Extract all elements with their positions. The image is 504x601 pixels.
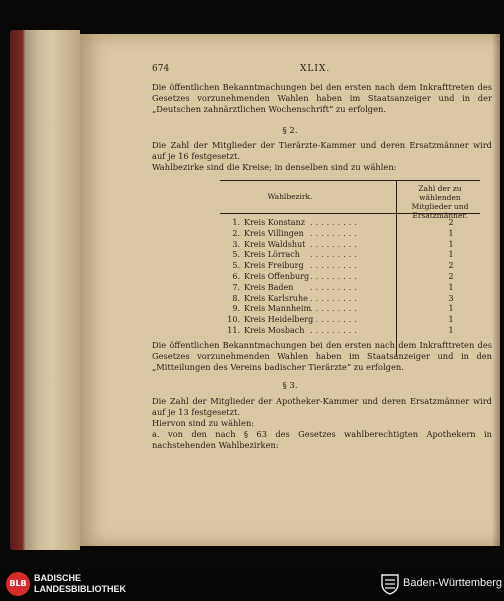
row-count: 2 [448, 261, 454, 271]
table-row [220, 218, 480, 229]
row-number: 9. [232, 304, 240, 314]
row-leader-dots: ......... [310, 304, 360, 314]
col-header-anzahl: Zahl der zu wählenden Mitglieder und Ersatzmänner. [411, 184, 469, 220]
row-count: 1 [448, 228, 454, 238]
blb-name [34, 573, 126, 595]
row-district-name: Kreis Baden [244, 282, 294, 292]
row-district-name: Kreis Karlsruhe [244, 293, 308, 303]
table-row [220, 261, 480, 272]
row-count: 1 [448, 304, 454, 314]
row-district-name: Kreis Lörrach [244, 250, 300, 260]
row-number: 5. [232, 261, 240, 271]
row-count: 2 [448, 272, 454, 281]
table-row [220, 250, 480, 261]
paragraph-5: Die Zahl der Mitglieder der Apotheker-Kammer und deren Ersatzmänner wird auf je 13 festgesetzt. [152, 396, 492, 417]
library-footer [0, 566, 504, 601]
paragraph-3: Wahlbezirke sind die Kreise; in denselben sind zu wählen: [152, 162, 397, 172]
book-page-edges [10, 30, 80, 550]
blb-logo: BLB [6, 572, 30, 596]
table-top-rule [220, 180, 480, 181]
table-header-rule [220, 213, 480, 214]
row-leader-dots: ......... [310, 228, 360, 238]
row-number: 7. [232, 282, 240, 292]
table-row [220, 272, 480, 283]
row-count: 2 [448, 218, 454, 227]
row-count: 1 [448, 326, 454, 335]
row-district-name: Kreis Offenburg [244, 272, 310, 281]
row-count: 1 [448, 282, 454, 292]
paragraph-6: Hiervon sind zu wählen: [152, 418, 255, 428]
paragraph-1: Die öffentlichen Bekanntmachungen bei den ersten nach dem Inkrafttreten des Gesetzes vorzunehmenden Wahlen haben im Staatsanzeiger und in der „Deutschen zahnärztlichen Wochenschrift“ zu erfolgen. [152, 82, 492, 114]
page-number: 674 [152, 64, 170, 74]
row-number: 10. [227, 315, 240, 325]
row-count: 3 [448, 293, 454, 303]
row-leader-dots: ......... [310, 218, 360, 227]
row-number: 6. [232, 272, 240, 281]
row-leader-dots: ......... [310, 315, 360, 325]
row-leader-dots: ......... [310, 261, 360, 271]
table-row [220, 315, 480, 326]
row-leader-dots: ......... [310, 272, 360, 281]
row-leader-dots: ......... [310, 282, 360, 292]
section-3-heading: § 3. [282, 381, 298, 391]
paragraph-2: Die Zahl der Mitglieder der Tierärzte-Kammer und deren Ersatzmänner wird auf je 16 festgesetzt. [152, 140, 492, 161]
book-page [80, 34, 500, 546]
row-district-name: Kreis Villingen [244, 228, 304, 238]
baden-wuerttemberg-emblem-icon [380, 573, 400, 595]
row-number: 1. [232, 218, 240, 227]
row-leader-dots: ......... [310, 250, 360, 260]
baden-wuerttemberg-label: Baden-Württemberg [403, 577, 503, 589]
row-district-name: Kreis Waldshut [244, 239, 306, 249]
blb-name-line2: LANDESBIBLIOTHEK [34, 584, 126, 594]
row-leader-dots: ......... [310, 293, 360, 303]
row-district-name: Kreis Mosbach [244, 326, 305, 335]
row-number: 2. [232, 228, 240, 238]
row-district-name: Kreis Konstanz [244, 218, 305, 227]
col-header-wahlbezirk: Wahlbezirk. [267, 192, 313, 201]
running-head: XLIX. [300, 64, 331, 74]
row-number: 3. [232, 239, 240, 249]
row-number: 8. [232, 293, 240, 303]
row-district-name: Kreis Mannheim [244, 304, 312, 314]
table-row [220, 304, 480, 315]
paragraph-7: a. von den nach § 63 des Gesetzes wahlberechtigten Apothekern in nachstehenden Wahlbezirken: [152, 429, 492, 450]
row-leader-dots: ......... [310, 239, 360, 249]
section-2-heading: § 2. [282, 126, 298, 136]
table-row [220, 326, 480, 337]
paragraph-4: Die öffentlichen Bekanntmachungen bei den ersten nach dem Inkrafttreten des Gesetzes vorzunehmenden Wahlen haben im Staatsanzeiger und in den „Mitteilungen des Vereins badischer Tierärzte“ zu erfolgen. [152, 340, 492, 372]
row-number: 11. [227, 326, 240, 335]
row-count: 1 [448, 315, 454, 325]
row-district-name: Kreis Freiburg [244, 261, 304, 271]
blb-name-line1: BADISCHE [34, 573, 82, 583]
row-count: 1 [448, 239, 454, 249]
row-district-name: Kreis Heidelberg [244, 315, 314, 325]
table-row [220, 240, 480, 251]
row-number: 5. [232, 250, 240, 260]
table-row [220, 283, 480, 294]
row-count: 1 [448, 250, 454, 260]
page-gutter-shadow [492, 34, 500, 546]
table-row [220, 294, 480, 305]
table-row [220, 229, 480, 240]
row-leader-dots: ......... [310, 326, 360, 335]
